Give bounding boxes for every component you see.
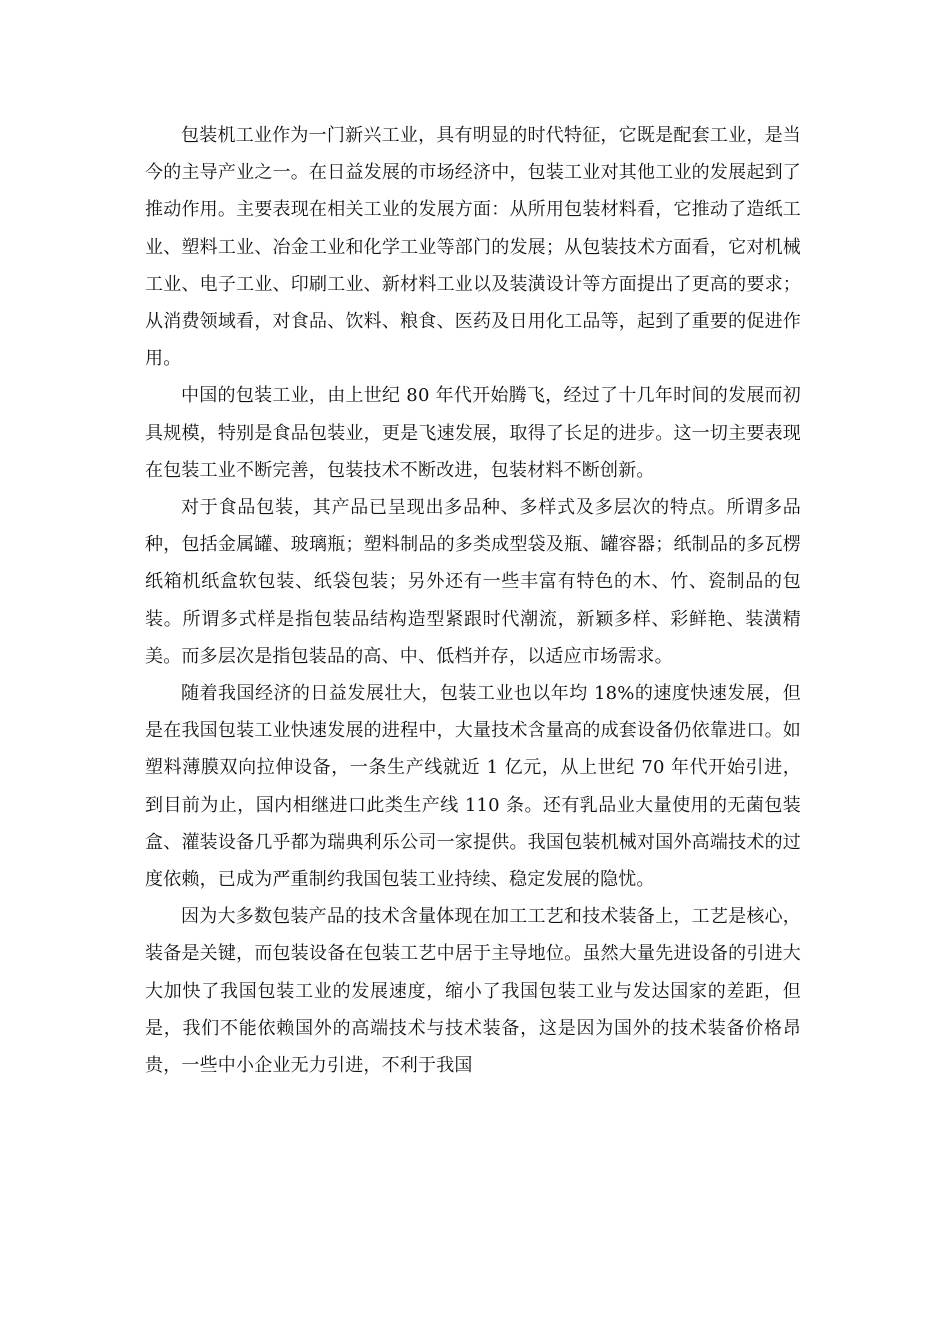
paragraph-4: 随着我国经济的日益发展壮大，包装工业也以年均 18%的速度快速发展，但是在我国包装工业快速发展的进程中，大量技术含量高的成套设备仍依靠进口。如塑料薄膜双向拉伸设备，一条生产线就近 1 亿元，从上世纪 70 年代开始引进，到目前为止，国内相继进口此类生产线 110 条。还有乳品业大量使用的无菌包装盒、灌装设备几乎都为瑞典利乐公司一家提供。我国包装机械对国外高端技术的过度依赖，已成为严重制约我国包装工业持续、稳定发展的隐忧。 [145, 683, 801, 891]
paragraph-3: 对于食品包装，其产品已呈现出多品种、多样式及多层次的特点。所谓多品种，包括金属罐、玻璃瓶；塑料制品的多类成型袋及瓶、罐容器；纸制品的多瓦楞纸箱机纸盒软包装、纸袋包装；另外还有一些丰富有特色的木、竹、瓷制品的包装。所谓多式样是指包装品结构造型紧跟时代潮流，新颖多样、彩鲜艳、装潢精美。而多层次是指包装品的高、中、低档并存，以适应市场需求。 [145, 497, 801, 667]
paragraph-5: 因为大多数包装产品的技术含量体现在加工工艺和技术装备上，工艺是核心，装备是关键，而包装设备在包装工艺中居于主导地位。虽然大量先进设备的引进大大加快了我国包装工业的发展速度，缩小了我国包装工业与发达国家的差距，但是，我们不能依赖国外的高端技术与技术装备，这是因为国外的技术装备价格昂贵，一些中小企业无力引进，不利于我国 [145, 906, 801, 1077]
paragraph-1: 包装机工业作为一门新兴工业，具有明显的时代特征，它既是配套工业，是当今的主导产业之一。在日益发展的市场经济中，包装工业对其他工业的发展起到了推动作用。主要表现在相关工业的发展方面：从所用包装材料看，它推动了造纸工业、塑料工业、冶金工业和化学工业等部门的发展；从包装技术方面看，它对机械工业、电子工业、印刷工业、新材料工业以及装潢设计等方面提出了更高的要求；从消费领域看，对食品、饮料、粮食、医药及日用化工品等，起到了重要的促进作用。 [145, 125, 801, 370]
document-body [145, 117, 801, 1084]
paragraph-2: 中国的包装工业，由上世纪 80 年代开始腾飞，经过了十几年时间的发展而初具规模，特别是食品包装业，更是飞速发展，取得了长足的进步。这一切主要表现在包装工业不断完善，包装技术不断改进，包装材料不断创新。 [145, 385, 801, 481]
